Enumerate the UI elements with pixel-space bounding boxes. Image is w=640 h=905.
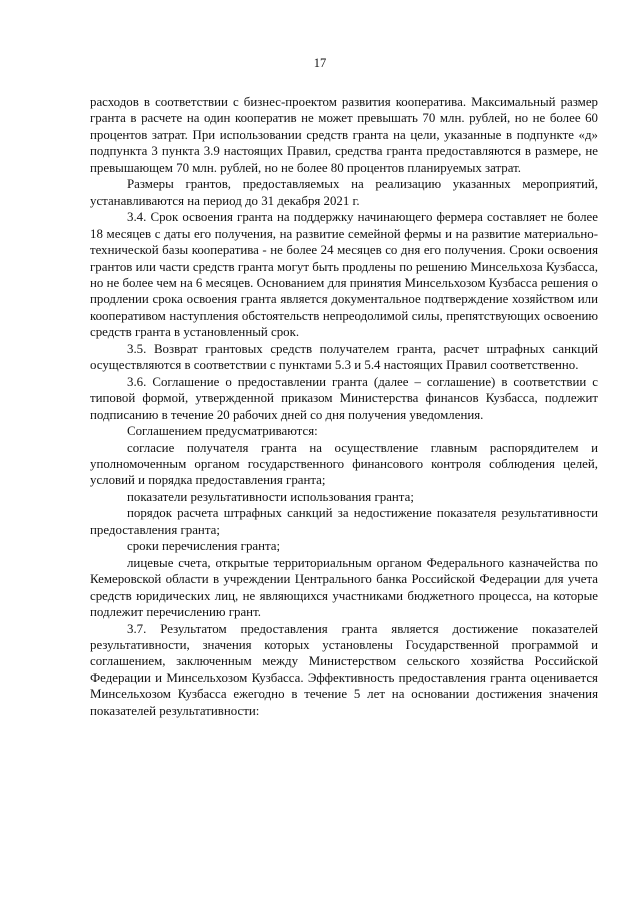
list-item-indicators: показатели результативности использования гранта; [127,489,414,504]
list-item-consent: согласие получателя гранта на осуществление главным распорядителем и уполномоченным органом государственного финансового контроля соблюдения целей, условий и порядка предоставления гранта; [90,440,598,488]
paragraph-grant-max-size: расходов в соответствии с бизнес-проектом развития кооператива. Максимальный размер гранта в расчете на один кооператив не может превышать 70 млн. рублей, но не более 60 процентов затрат. При использовании средств гранта на цели, указанные в подпункте «д» подпункта 3 пункта 3.9 настоящих Правил, средства гранта предоставляются в размере, не превышающем 70 млн. рублей, но не более 80 процентов планируемых затрат. [90,95,598,175]
page-number: 17 [313,56,327,70]
paragraph-agreement-provides: Соглашением предусматриваются: [127,424,318,439]
paragraph-3-7: 3.7. Результатом предоставления гранта является достижение показателей результативности, значения которых установлены Государственной программой и соглашением, заключенным между Министерством сельского хозяйства Российской Федерации и Минсельхозом Кузбасса. Эффективность предоставления гранта оценивается Минсельхозом Кузбасса ежегодно в течение 5 лет на основании достижения значения показателей результативности: [90,621,598,718]
paragraph-3-6: 3.6. Соглашение о предоставлении гранта (далее – соглашение) в соответствии с типовой формой, утвержденной приказом Министерства финансов Кузбасса, подлежит подписанию в течение 20 рабочих дней со дня получения уведомления. [90,374,598,422]
list-item-transfer-terms: сроки перечисления гранта; [127,539,281,554]
document-body [90,94,598,719]
list-item-accounts: лицевые счета, открытые территориальным органом Федерального казначейства по Кемеровской области в учреждении Центрального банка Российской Федерации для учета средств юридических лиц, не являющихся участниками бюджетного процесса, на которые подлежит перечислению грант. [90,555,598,620]
list-item-penalty-calc: порядок расчета штрафных санкций за недостижение показателя результативности предоставления гранта; [90,506,598,537]
paragraph-3-4: 3.4. Срок освоения гранта на поддержку начинающего фермера составляет не более 18 месяцев с даты его получения, на развитие семейной фермы и на развитие материально-технической базы кооператива - не более 24 месяцев со дня его получения. Сроки освоения грантов или части средств гранта могут быть продлены по решению Минсельхоза Кузбасса, но не более чем на 6 месяцев. Основанием для принятия Минсельхозом Кузбасса решения о продлении срока освоения гранта является документальное подтверждение хозяйством или кооперативом наступления обстоятельств непреодолимой силы, препятствующих освоению средств гранта в установленный срок. [90,210,598,340]
paragraph-grant-period: Размеры грантов, предоставляемых на реализацию указанных мероприятий, устанавливаются на период до 31 декабря 2021 г. [90,177,598,208]
paragraph-3-5: 3.5. Возврат грантовых средств получателем гранта, расчет штрафных санкций осуществляются в соответствии с пунктами 5.3 и 5.4 настоящих Правил соответственно. [90,341,598,373]
